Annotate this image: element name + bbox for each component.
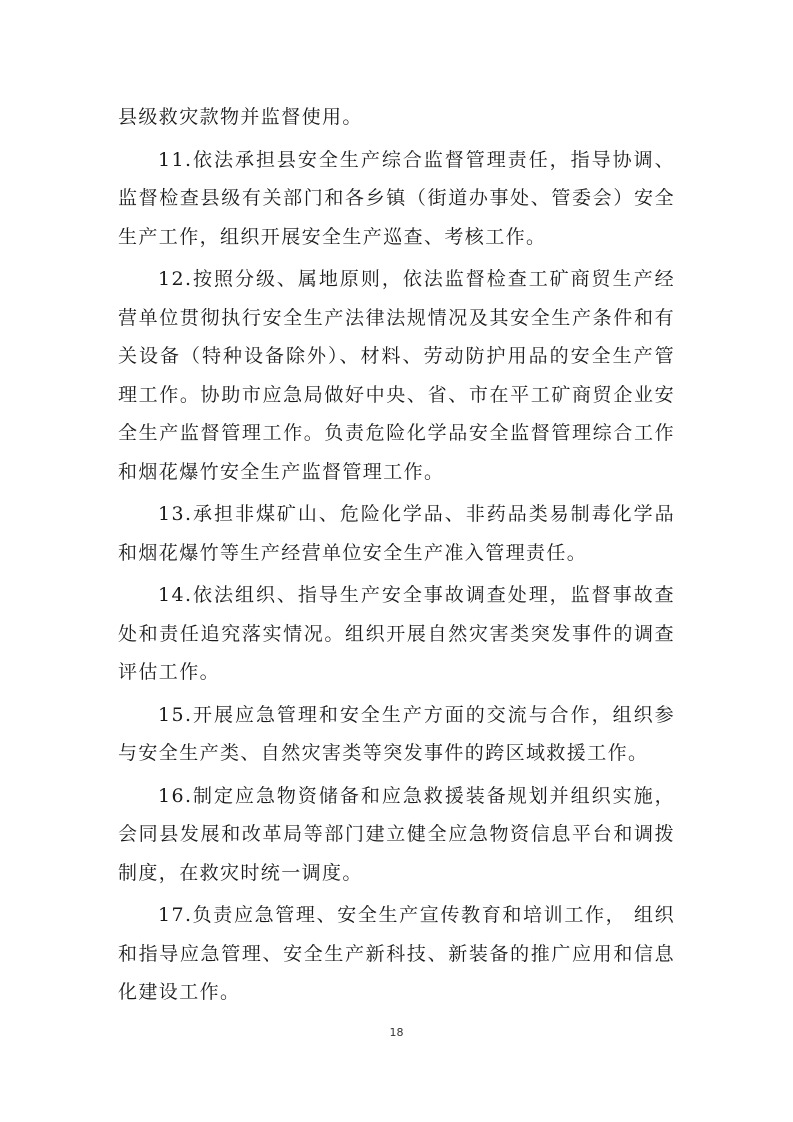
paragraph-item-13: 13.承担非煤矿山、危险化学品、非药品类易制毒化学品和烟花爆竹等生产经营单位安全生产准入管理责任。 <box>118 503 675 564</box>
paragraph-item-16: 16.制定应急物资储备和应急救援装备规划并组织实施，会同县发展和改革局等部门建立健全应急物资信息平台和调拨制度，在救灾时统一调度。 <box>118 784 675 884</box>
paragraph-item-11: 11.依法承担县安全生产综合监督管理责任，指导协调、监督检查县级有关部门和各乡镇（街道办事处、管委会）安全生产工作，组织开展安全生产巡查、考核工作。 <box>118 148 675 248</box>
paragraph-continuation: 县级救灾款物并监督使用。 <box>118 106 363 128</box>
page-number: 18 <box>389 1026 404 1039</box>
paragraph-item-12: 12.按照分级、属地原则，依法监督检查工矿商贸生产经营单位贯彻执行安全生产法律法规情况及其安全生产条件和有关设备（特种设备除外）、材料、劳动防护用品的安全生产管理工作。协助市应急局做好中央、省、市在平工矿商贸企业安全生产监督管理工作。负责危险化学品安全监督管理综合工作和烟花爆竹安全生产监督管理工作。 <box>118 268 675 483</box>
document-body <box>118 98 675 1016</box>
paragraph-item-15: 15.开展应急管理和安全生产方面的交流与合作，组织参与安全生产类、自然灾害类等突发事件的跨区域救援工作。 <box>118 703 675 764</box>
paragraph-item-14: 14.依法组织、指导生产安全事故调查处理，监督事故查处和责任追究落实情况。组织开展自然灾害类突发事件的调查评估工作。 <box>118 584 675 683</box>
paragraph-item-17: 17.负责应急管理、安全生产宣传教育和培训工作， 组织和指导应急管理、安全生产新科技、新装备的推广应用和信息化建设工作。 <box>118 904 675 1003</box>
